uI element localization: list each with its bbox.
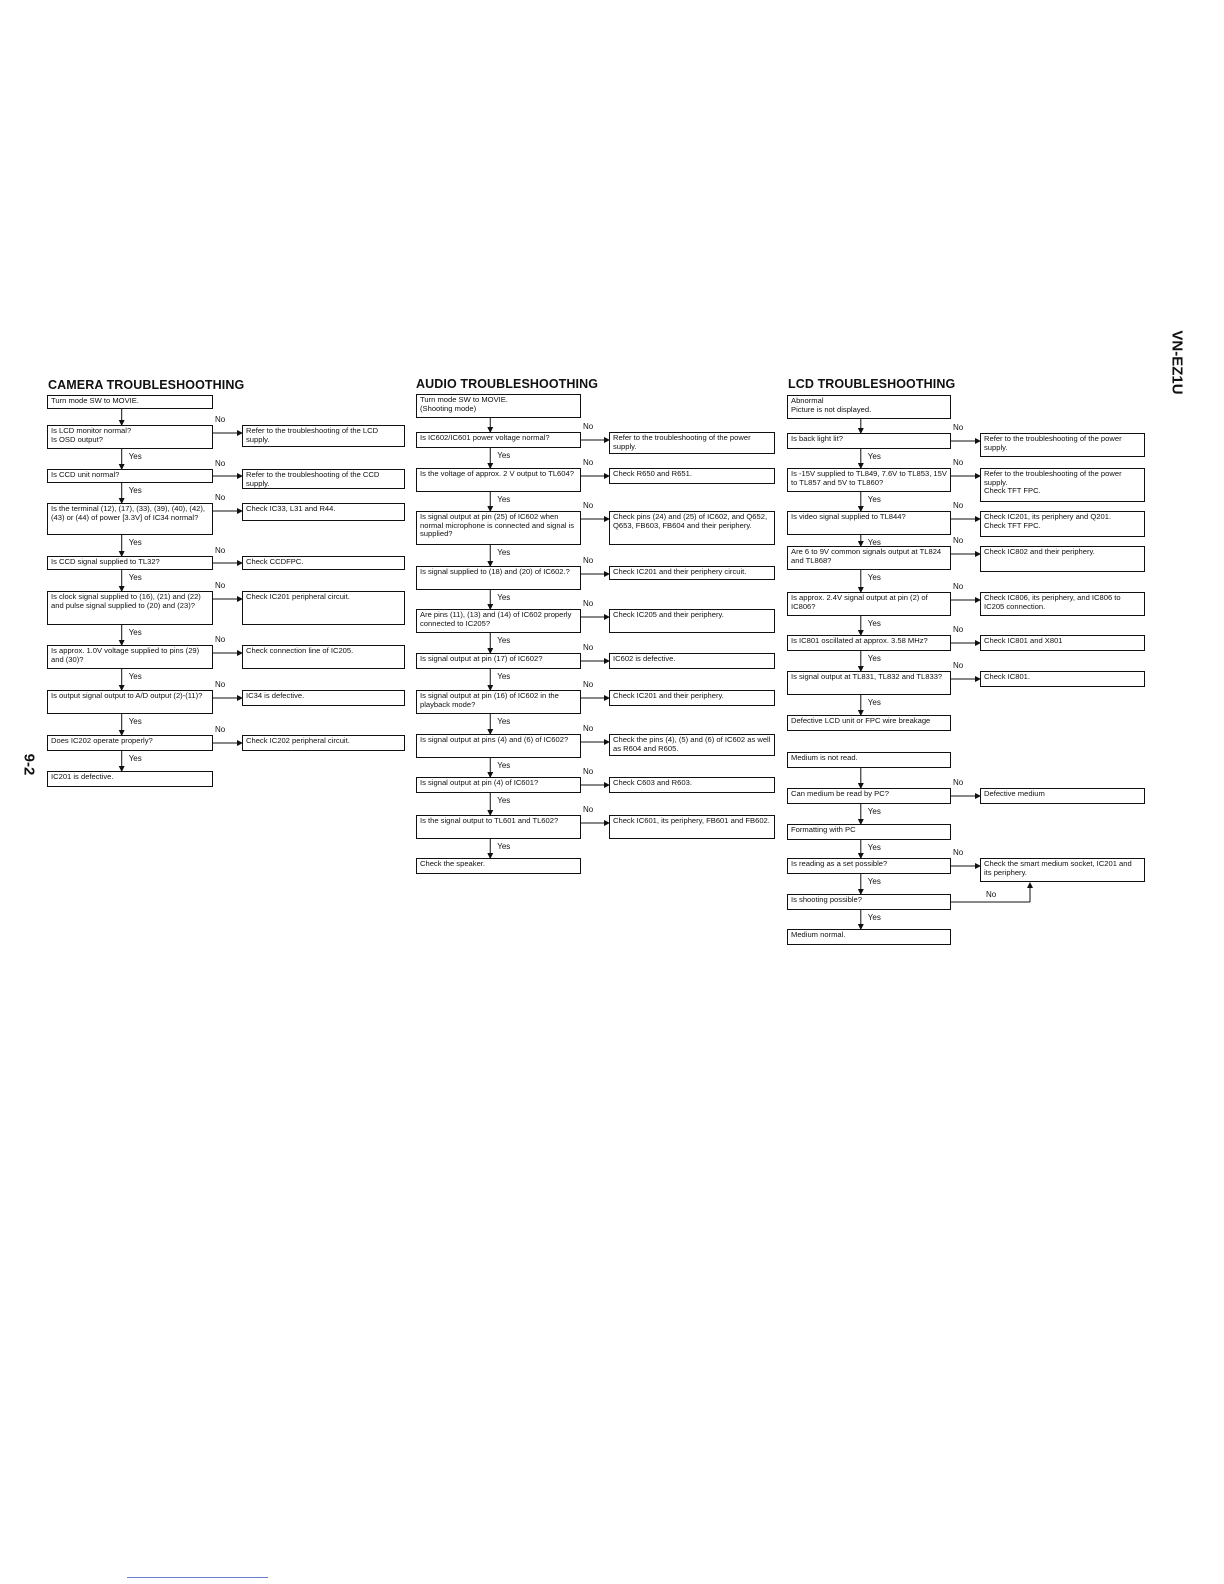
medium-step-box: Formatting with PC [787,824,951,840]
audio-yes-label: Yes [497,842,511,851]
audio-step-box: Check the speaker. [416,858,581,874]
lcd-result-box: Check IC806, its periphery, and IC806 to IC205 connection. [980,592,1145,616]
camera-section-title: CAMERA TROUBLESHOOTHING [48,378,245,392]
lcd-step-box: Is video signal supplied to TL844? [787,511,951,535]
audio-result-box: Check IC205 and their periphery. [609,609,775,633]
lcd-yes-label: Yes [867,573,881,582]
audio-yes-label: Yes [497,761,511,770]
audio-no-label: No [583,643,594,652]
camera-yes-label: Yes [128,628,142,637]
audio-step-box: Is signal output at pin (25) of IC602 when normal microphone is connected and signal is supplied? [416,511,581,545]
audio-result-box: Check IC201 and their periphery. [609,690,775,706]
audio-result-box: Check C603 and R603. [609,777,775,793]
camera-yes-label: Yes [128,754,142,763]
audio-step-box: Is signal output at pin (16) of IC602 in the playback mode? [416,690,581,714]
medium-step-box: Medium normal. [787,929,951,945]
audio-yes-label: Yes [497,717,511,726]
audio-result-box: Check R650 and R651. [609,468,775,484]
camera-step-box: Turn mode SW to MOVIE. [47,395,213,409]
camera-result-box: Check connection line of IC205. [242,645,405,669]
lcd-step-box: Is back light lit? [787,433,951,449]
audio-no-label: No [583,680,594,689]
lcd-step-box: Is approx. 2.4V signal output at pin (2) of IC806? [787,592,951,616]
audio-yes-label: Yes [497,548,511,557]
camera-yes-label: Yes [128,538,142,547]
medium-step-box: Medium is not read. [787,752,951,768]
audio-no-label: No [583,556,594,565]
lcd-no-label: No [953,661,964,670]
lcd-no-label: No [953,501,964,510]
lcd-yes-label: Yes [867,654,881,663]
camera-yes-label: Yes [128,573,142,582]
camera-step-box: Is the terminal (12), (17), (33), (39), (40), (42), (43) or (44) of power [3.3V] of IC34 normal? [47,503,213,535]
audio-result-box: IC602 is defective. [609,653,775,669]
camera-step-box: Is CCD unit normal? [47,469,213,483]
audio-step-box: Is signal output at pin (17) of IC602? [416,653,581,669]
lcd-step-box: Defective LCD unit or FPC wire breakage [787,715,951,731]
audio-no-label: No [583,767,594,776]
camera-yes-label: Yes [128,452,142,461]
camera-no-label: No [215,635,226,644]
camera-result-box: IC34 is defective. [242,690,405,706]
audio-step-box: Is signal output at pins (4) and (6) of IC602? [416,734,581,758]
lcd-no-label: No [953,625,964,634]
model-number: VN-EZ1U [1168,330,1186,395]
camera-step-box: Is clock signal supplied to (16), (21) and (22) and pulse signal supplied to (20) and (23)? [47,591,213,625]
camera-step-box: Is LCD monitor normal? Is OSD output? [47,425,213,449]
lcd-section-title: LCD TROUBLESHOOTHING [788,377,956,391]
audio-yes-label: Yes [497,495,511,504]
audio-step-box: Is IC602/IC601 power voltage normal? [416,432,581,448]
audio-result-box: Check IC201 and their periphery circuit. [609,566,775,580]
camera-result-box: Check CCDFPC. [242,556,405,570]
lcd-yes-label: Yes [867,538,881,547]
camera-yes-label: Yes [128,672,142,681]
lcd-no-label: No [953,536,964,545]
medium-result-box: Defective medium [980,788,1145,804]
lcd-step-box: Abnormal Picture is not displayed. [787,395,951,419]
medium-yes-label: Yes [867,843,881,852]
audio-yes-label: Yes [497,636,511,645]
lcd-step-box: Is IC801 oscillated at approx. 3.58 MHz? [787,635,951,651]
lcd-yes-label: Yes [867,452,881,461]
lcd-yes-label: Yes [867,495,881,504]
camera-step-box: Is approx. 1.0V voltage supplied to pins (29) and (30)? [47,645,213,669]
camera-no-label: No [215,415,226,424]
lcd-result-box: Refer to the troubleshooting of the power supply. Check TFT FPC. [980,468,1145,502]
camera-result-box: Refer to the troubleshooting of the CCD supply. [242,469,405,489]
audio-step-box: Is signal output at pin (4) of IC601? [416,777,581,793]
camera-result-box: Check IC201 peripheral circuit. [242,591,405,625]
camera-result-box: Check IC202 peripheral circuit. [242,735,405,751]
medium-step-box: Is shooting possible? [787,894,951,910]
lcd-result-box: Check IC801 and X801 [980,635,1145,651]
footer-rule [127,1577,268,1578]
medium-yes-label: Yes [867,877,881,886]
audio-result-box: Check pins (24) and (25) of IC602, and Q652, Q653, FB603, FB604 and their periphery. [609,511,775,545]
audio-no-label: No [583,458,594,467]
camera-step-box: IC201 is defective. [47,771,213,787]
camera-step-box: Is CCD signal supplied to TL32? [47,556,213,570]
audio-result-box: Check the pins (4), (5) and (6) of IC602 as well as R604 and R605. [609,734,775,756]
camera-yes-label: Yes [128,717,142,726]
camera-result-box: Check IC33, L31 and R44. [242,503,405,521]
audio-step-box: Is the voltage of approx. 2 V output to TL604? [416,468,581,492]
page-number: 9-2 [20,753,38,776]
lcd-result-box: Check IC802 and their periphery. [980,546,1145,572]
medium-yes-label: Yes [867,913,881,922]
medium-no-label: No [953,848,964,857]
camera-yes-label: Yes [128,486,142,495]
camera-no-label: No [215,493,226,502]
audio-no-label: No [583,724,594,733]
audio-yes-label: Yes [497,672,511,681]
audio-step-box: Turn mode SW to MOVIE. (Shooting mode) [416,394,581,418]
medium-step-box: Can medium be read by PC? [787,788,951,804]
medium-step-box: Is reading as a set possible? [787,858,951,874]
audio-step-box: Are pins (11), (13) and (14) of IC602 properly connected to IC205? [416,609,581,633]
lcd-result-box: Check IC201, its periphery and Q201. Check TFT FPC. [980,511,1145,537]
audio-yes-label: Yes [497,593,511,602]
audio-step-box: Is the signal output to TL601 and TL602? [416,815,581,839]
lcd-no-label: No [953,423,964,432]
medium-result-box: Check the smart medium socket, IC201 and its periphery. [980,858,1145,882]
audio-no-label: No [583,599,594,608]
lcd-yes-label: Yes [867,698,881,707]
lcd-no-label: No [953,458,964,467]
audio-section-title: AUDIO TROUBLESHOOTHING [416,377,599,391]
camera-step-box: Is output signal output to A/D output (2)-(11)? [47,690,213,714]
audio-no-label: No [583,422,594,431]
medium-yes-label: Yes [867,807,881,816]
lcd-step-box: Is signal output at TL831, TL832 and TL833? [787,671,951,695]
camera-no-label: No [215,459,226,468]
camera-result-box: Refer to the troubleshooting of the LCD supply. [242,425,405,447]
camera-no-label: No [215,581,226,590]
audio-result-box: Check IC601, its periphery, FB601 and FB602. [609,815,775,839]
lcd-no-label: No [953,582,964,591]
audio-step-box: Is signal supplied to (18) and (20) of IC602.? [416,566,581,590]
lcd-result-box: Check IC801. [980,671,1145,687]
audio-result-box: Refer to the troubleshooting of the power supply. [609,432,775,454]
audio-no-label: No [583,501,594,510]
medium-loop-no-label: No [986,890,997,899]
lcd-step-box: Are 6 to 9V common signals output at TL824 and TL868? [787,546,951,570]
audio-no-label: No [583,805,594,814]
lcd-yes-label: Yes [867,619,881,628]
lcd-step-box: Is -15V supplied to TL849, 7.6V to TL853, 15V to TL857 and 5V to TL860? [787,468,951,492]
camera-no-label: No [215,680,226,689]
camera-no-label: No [215,725,226,734]
audio-yes-label: Yes [497,796,511,805]
camera-step-box: Does IC202 operate properly? [47,735,213,751]
camera-no-label: No [215,546,226,555]
audio-yes-label: Yes [497,451,511,460]
lcd-result-box: Refer to the troubleshooting of the power supply. [980,433,1145,457]
medium-no-label: No [953,778,964,787]
